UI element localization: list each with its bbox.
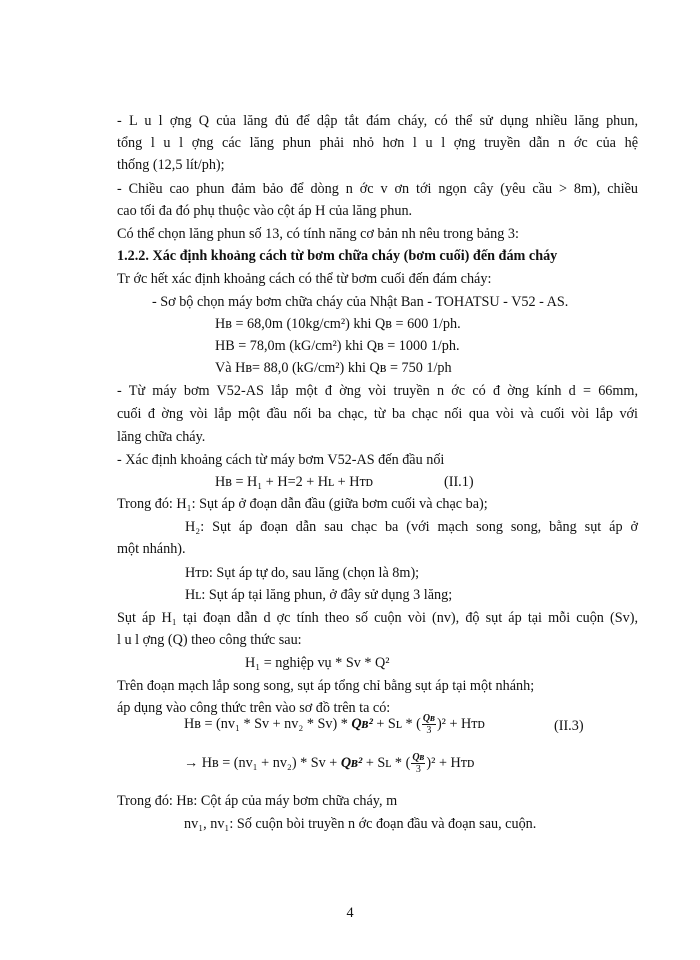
text-line: Hʟ: Sụt áp tại lăng phun, ở đây sử dụng 3 lăng; <box>185 587 453 603</box>
fraction-numerator: Qʙ <box>422 713 435 725</box>
text-line: - Chiều cao phun đảm bảo để dòng n ớc v ơn tới ngọn cây (yêu cầu > 8m), chiều <box>117 181 638 197</box>
text-line: - Sơ bộ chọn máy bơm chữa cháy của Nhật Ban - TOHATSU - V52 - AS. <box>152 294 569 310</box>
spec-line: HB = 78,0m (kG/cm²) khi Qʙ = 1000 1/ph. <box>215 338 460 354</box>
spec-line: Và Hʙ= 88,0 (kG/cm²) khi Qʙ = 750 1/ph <box>215 360 452 376</box>
text-line: lăng chữa cháy. <box>117 429 206 445</box>
fraction-numerator: Qʙ <box>412 752 425 764</box>
equation-part: Qʙ² <box>340 755 363 771</box>
equation-number: (II.1) <box>444 474 474 490</box>
text-line: Trong đó: Hʙ: Cột áp của máy bơm chữa cháy, m <box>117 793 398 809</box>
section-heading: 1.2.2. Xác định khoảng cách từ bơm chữa cháy (bơm cuối) đến đám cháy <box>117 248 558 264</box>
text-line: Tr ớc hết xác định khoảng cách có thể từ bơm cuối đến đám cháy: <box>117 271 492 287</box>
equation-part: Hʙ = (nᴠ₁ + nᴠ₂) * Sᴠ + <box>201 755 338 771</box>
text-line: - L u l ợng Q của lăng đủ để dập tắt đám cháy, có thể sử dụng nhiều lăng phun, <box>117 113 638 129</box>
text-line: cao tối đa đó phụ thuộc vào cột áp H của lăng phun. <box>117 203 413 219</box>
text-line: một nhánh). <box>117 541 186 557</box>
fraction-denominator: 3 <box>426 725 432 737</box>
equation-ii3 <box>184 713 485 736</box>
equation-number: (II.3) <box>554 718 584 734</box>
equation: Hʙ = H₁ + H=2 + Hʟ + Hᴛᴅ <box>215 474 374 490</box>
page-number: 4 <box>346 905 354 921</box>
text-line: H₂: Sụt áp đoạn dẫn sau chạc ba (với mạch song song, bằng sụt áp ở <box>185 519 638 535</box>
text-line: Sụt áp H₁ tại đoạn dẫn d ợc tính theo số cuộn vòi (nᴠ), độ sụt áp tại mỗi cuộn (Sᴠ), <box>117 610 638 626</box>
text-line: Trên đoạn mạch lắp song song, sụt áp tổng chỉ bằng sụt áp tại một nhánh; <box>117 678 535 694</box>
fraction <box>422 713 436 736</box>
fraction <box>411 752 425 775</box>
equation-derived <box>184 752 474 775</box>
text-line: tổng l u l ợng các lăng phun phải nhỏ hơn l u l ợng truyền dẫn n ớc của hệ <box>117 135 638 151</box>
text-line: cuối đ ờng vòi lắp một đầu nối ba chạc, từ ba chạc nối qua vòi và cuối vòi lắp với <box>117 406 638 422</box>
equation-part: + Sʟ * <box>376 716 413 732</box>
text-line: l u l ợng (Q) theo công thức sau: <box>117 632 302 648</box>
equation-part: Qʙ² <box>351 716 373 732</box>
equation: H₁ = nghiệp vụ * Sᴠ * Q² <box>245 655 390 671</box>
equation-part: ( <box>405 755 411 771</box>
text-line: Có thể chọn lăng phun số 13, có tính năng cơ bản nh nêu trong bảng 3: <box>117 226 519 242</box>
equation-part: )² + Hᴛᴅ <box>436 716 485 732</box>
text-line: áp dụng vào công thức trên vào sơ đồ trên ta có: <box>117 700 391 716</box>
text-line: - Từ máy bơm V52-AS lắp một đ ờng vòi truyền n ớc có đ ờng kính d = 66mm, <box>117 383 638 399</box>
text-line: Hᴛᴅ: Sụt áp tự do, sau lăng (chọn là 8m); <box>185 565 420 581</box>
text-line: - Xác định khoảng cách từ máy bơm V52-AS đến đầu nối <box>117 452 445 468</box>
arrow: → <box>184 755 199 771</box>
spec-line: Hʙ = 68,0m (10kg/cm²) khi Qʙ = 600 1/ph. <box>215 316 461 332</box>
text-line: nᴠ₁, nᴠ₁: Số cuộn bòi truyền n ớc đoạn đầu và đoạn sau, cuộn. <box>184 816 537 832</box>
equation-part: + Sʟ * <box>365 755 403 771</box>
equation-part: Hʙ = (nᴠ₁ * Sᴠ + nᴠ₂ * Sᴠ) * <box>184 716 348 732</box>
text-line: Trong đó: H₁: Sụt áp ở đoạn dẫn đầu (giữa bơm cuối và chạc ba); <box>117 496 488 512</box>
equation-part: ( <box>416 716 421 732</box>
text-line: thống (12,5 lít/ph); <box>117 157 225 173</box>
equation-part: )² + Hᴛᴅ <box>426 755 475 771</box>
fraction-denominator: 3 <box>415 764 421 776</box>
